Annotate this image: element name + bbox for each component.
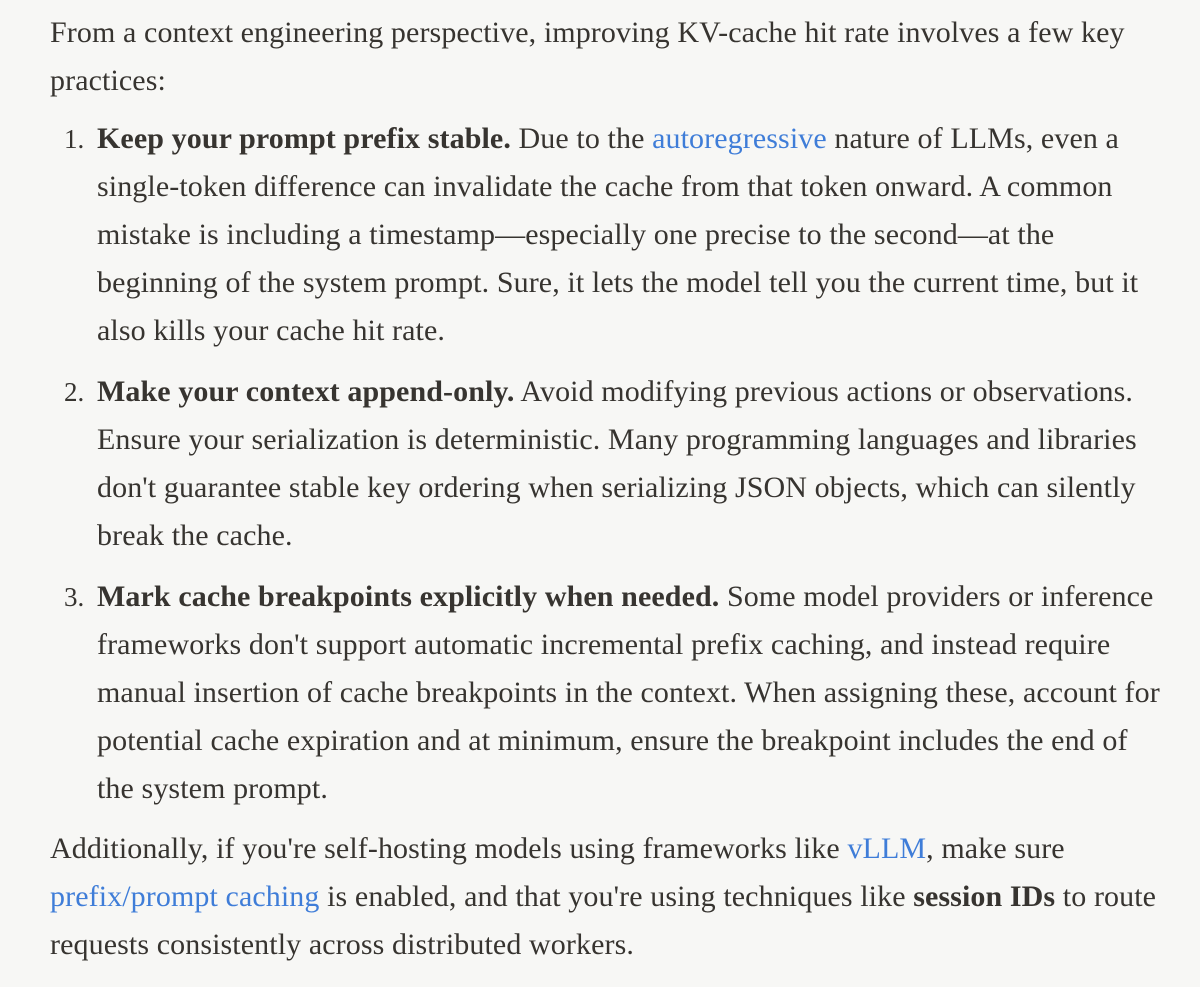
bold-text: Keep your prompt prefix stable. bbox=[97, 122, 511, 155]
list-item bbox=[50, 368, 1164, 560]
list-item-text bbox=[97, 368, 1164, 560]
bold-text: session IDs bbox=[913, 880, 1056, 913]
body-text: Some model providers or inference frameworks don't support automatic incremental prefix caching, and instead require manual insertion of cache breakpoints in the context. When assigning these, account for potential cache expiration and at minimum, ensure the breakpoint includes the end of the system prompt. bbox=[97, 580, 1160, 805]
list-item bbox=[50, 573, 1164, 813]
body-text: to route requests consistently across distributed workers. bbox=[50, 880, 1157, 961]
list-item-text bbox=[97, 115, 1164, 355]
inline-link-vllm[interactable]: vLLM bbox=[847, 832, 927, 865]
list-item-text bbox=[97, 573, 1164, 813]
list-item-number: 1. bbox=[64, 124, 85, 154]
list-item bbox=[50, 115, 1164, 355]
list-item-number: 2. bbox=[64, 377, 85, 407]
practices-list bbox=[50, 115, 1164, 813]
paragraph-intro bbox=[50, 9, 1164, 105]
list-item-number: 3. bbox=[64, 582, 85, 612]
body-text: , make sure bbox=[926, 832, 1065, 865]
body-text: Additionally, if you're self-hosting models using frameworks like bbox=[50, 832, 848, 865]
inline-link-prefix-prompt-caching[interactable]: prefix/prompt caching bbox=[50, 880, 320, 913]
paragraph-outro bbox=[50, 825, 1164, 969]
body-text: Due to the bbox=[510, 122, 653, 155]
bold-text: Make your context append-only. bbox=[97, 375, 515, 408]
body-text: Avoid modifying previous actions or observations. Ensure your serialization is deterministic. Many programming languages and libraries don't guarantee stable key ordering when serializing JSON objects, which can silently break the cache. bbox=[97, 375, 1137, 552]
body-text: is enabled, and that you're using techniques like bbox=[319, 880, 914, 913]
bold-text: Mark cache breakpoints explicitly when needed. bbox=[97, 580, 720, 613]
body-text: From a context engineering perspective, improving KV-cache hit rate involves a few key practices: bbox=[50, 16, 1125, 97]
body-text: nature of LLMs, even a single-token difference can invalidate the cache from that token onward. A common mistake is including a timestamp—especially one precise to the second—at the beginning of the system prompt. Sure, it lets the model tell you the current time, but it also kills your cache hit rate. bbox=[97, 122, 1139, 347]
inline-link-autoregressive[interactable]: autoregressive bbox=[652, 122, 827, 155]
